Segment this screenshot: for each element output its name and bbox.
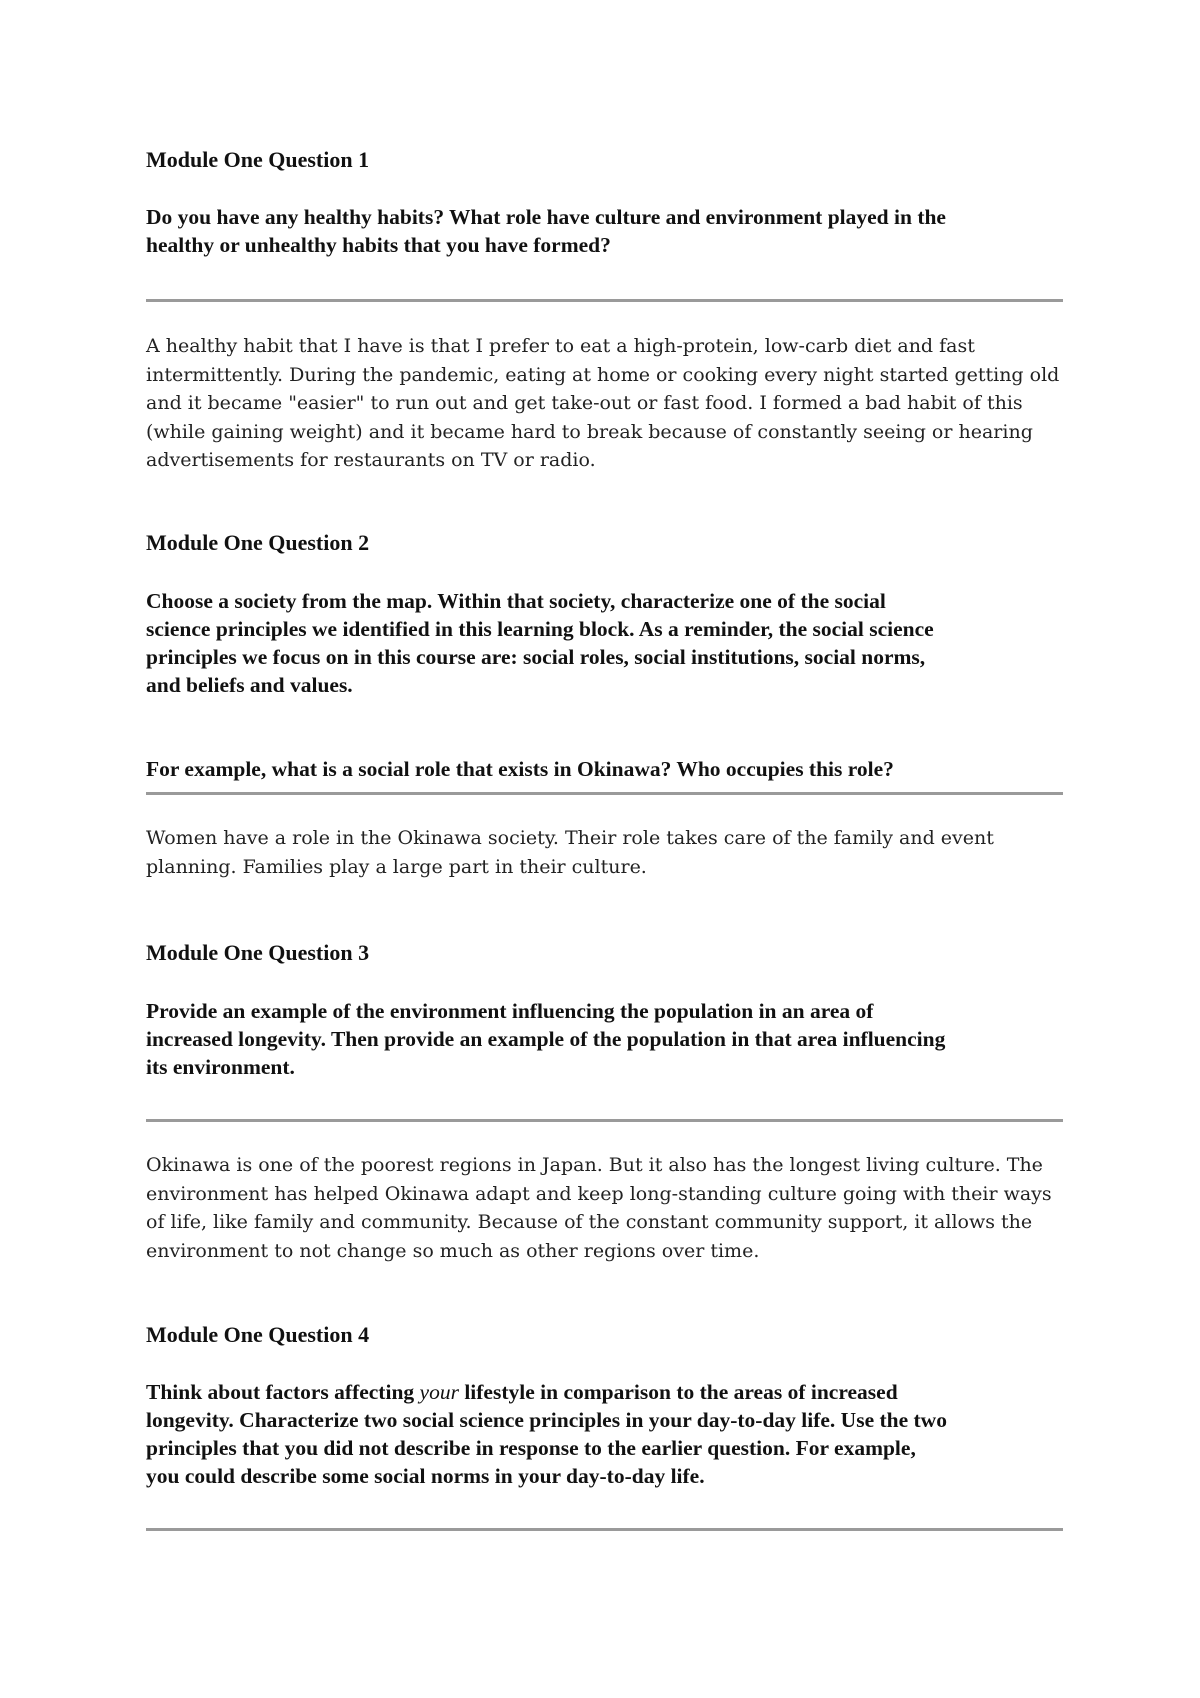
answer-line: advertisements for restaurants on TV or radio. xyxy=(146,449,596,471)
question-3-answer xyxy=(146,1151,1066,1265)
question-1-prompt xyxy=(146,203,1066,259)
answer-line: environment has helped Okinawa adapt and keep long-standing culture going with their ways xyxy=(146,1182,1052,1205)
prompt-emphasis: your xyxy=(419,1380,459,1404)
prompt-line: increased longevity. Then provide an example of the population in that area influencing xyxy=(146,1027,946,1051)
prompt-line: Provide an example of the environment influencing the population in an area of xyxy=(146,999,874,1023)
answer-divider xyxy=(146,1119,1063,1122)
question-3-heading: Module One Question 3 xyxy=(146,940,370,965)
prompt-line: Choose a society from the map. Within that society, characterize one of the social xyxy=(146,589,886,613)
answer-divider xyxy=(146,299,1063,302)
prompt-line: healthy or unhealthy habits that you have formed? xyxy=(146,233,611,257)
prompt-line: science principles we identified in this learning block. As a reminder, the social science xyxy=(146,617,934,641)
answer-divider xyxy=(146,1528,1063,1531)
prompt-line: Do you have any healthy habits? What role have culture and environment played in the xyxy=(146,205,946,229)
answer-line: Okinawa is one of the poorest regions in Japan. But it also has the longest living culture. The xyxy=(146,1154,1043,1176)
prompt-text: lifestyle in comparison to the areas of increased xyxy=(458,1380,898,1404)
answer-line: environment to not change so much as other regions over time. xyxy=(146,1239,760,1262)
question-2-sub-prompt: For example, what is a social role that exists in Okinawa? Who occupies this role? xyxy=(146,757,894,781)
answer-line: planning. Families play a large part in their culture. xyxy=(146,855,647,878)
answer-line: of life, like family and community. Because of the constant community support, it allows the xyxy=(146,1211,1033,1233)
prompt-line: and beliefs and values. xyxy=(146,673,353,697)
question-2-heading: Module One Question 2 xyxy=(146,530,370,555)
question-1-heading: Module One Question 1 xyxy=(146,147,370,172)
question-2-prompt xyxy=(146,587,1066,699)
question-4-prompt xyxy=(146,1378,1066,1490)
answer-divider xyxy=(146,792,1063,795)
question-4-heading: Module One Question 4 xyxy=(146,1322,370,1347)
prompt-line xyxy=(146,1378,1066,1406)
prompt-line: its environment. xyxy=(146,1055,295,1079)
answer-line: A healthy habit that I have is that I prefer to eat a high-protein, low-carb diet and fast xyxy=(146,335,975,357)
prompt-line: principles that you did not describe in response to the earlier question. For example, xyxy=(146,1436,916,1460)
prompt-line: principles we focus on in this course are: social roles, social institutions, social norms, xyxy=(146,645,926,669)
answer-line: intermittently. During the pandemic, eating at home or cooking every night started getting old xyxy=(146,363,1060,386)
question-1-answer xyxy=(146,332,1066,475)
answer-line: and it became "easier" to run out and get take-out or fast food. I formed a bad habit of this xyxy=(146,392,1023,414)
answer-line: (while gaining weight) and it became hard to break because of constantly seeing or hearing xyxy=(146,420,1033,443)
question-2-answer xyxy=(146,824,1066,881)
prompt-line: longevity. Characterize two social science principles in your day-to-day life. Use the two xyxy=(146,1408,947,1432)
answer-line: Women have a role in the Okinawa society. Their role takes care of the family and event xyxy=(146,827,994,849)
prompt-line: you could describe some social norms in your day-to-day life. xyxy=(146,1464,705,1488)
question-3-prompt xyxy=(146,997,1066,1081)
prompt-text: Think about factors affecting xyxy=(146,1380,420,1404)
